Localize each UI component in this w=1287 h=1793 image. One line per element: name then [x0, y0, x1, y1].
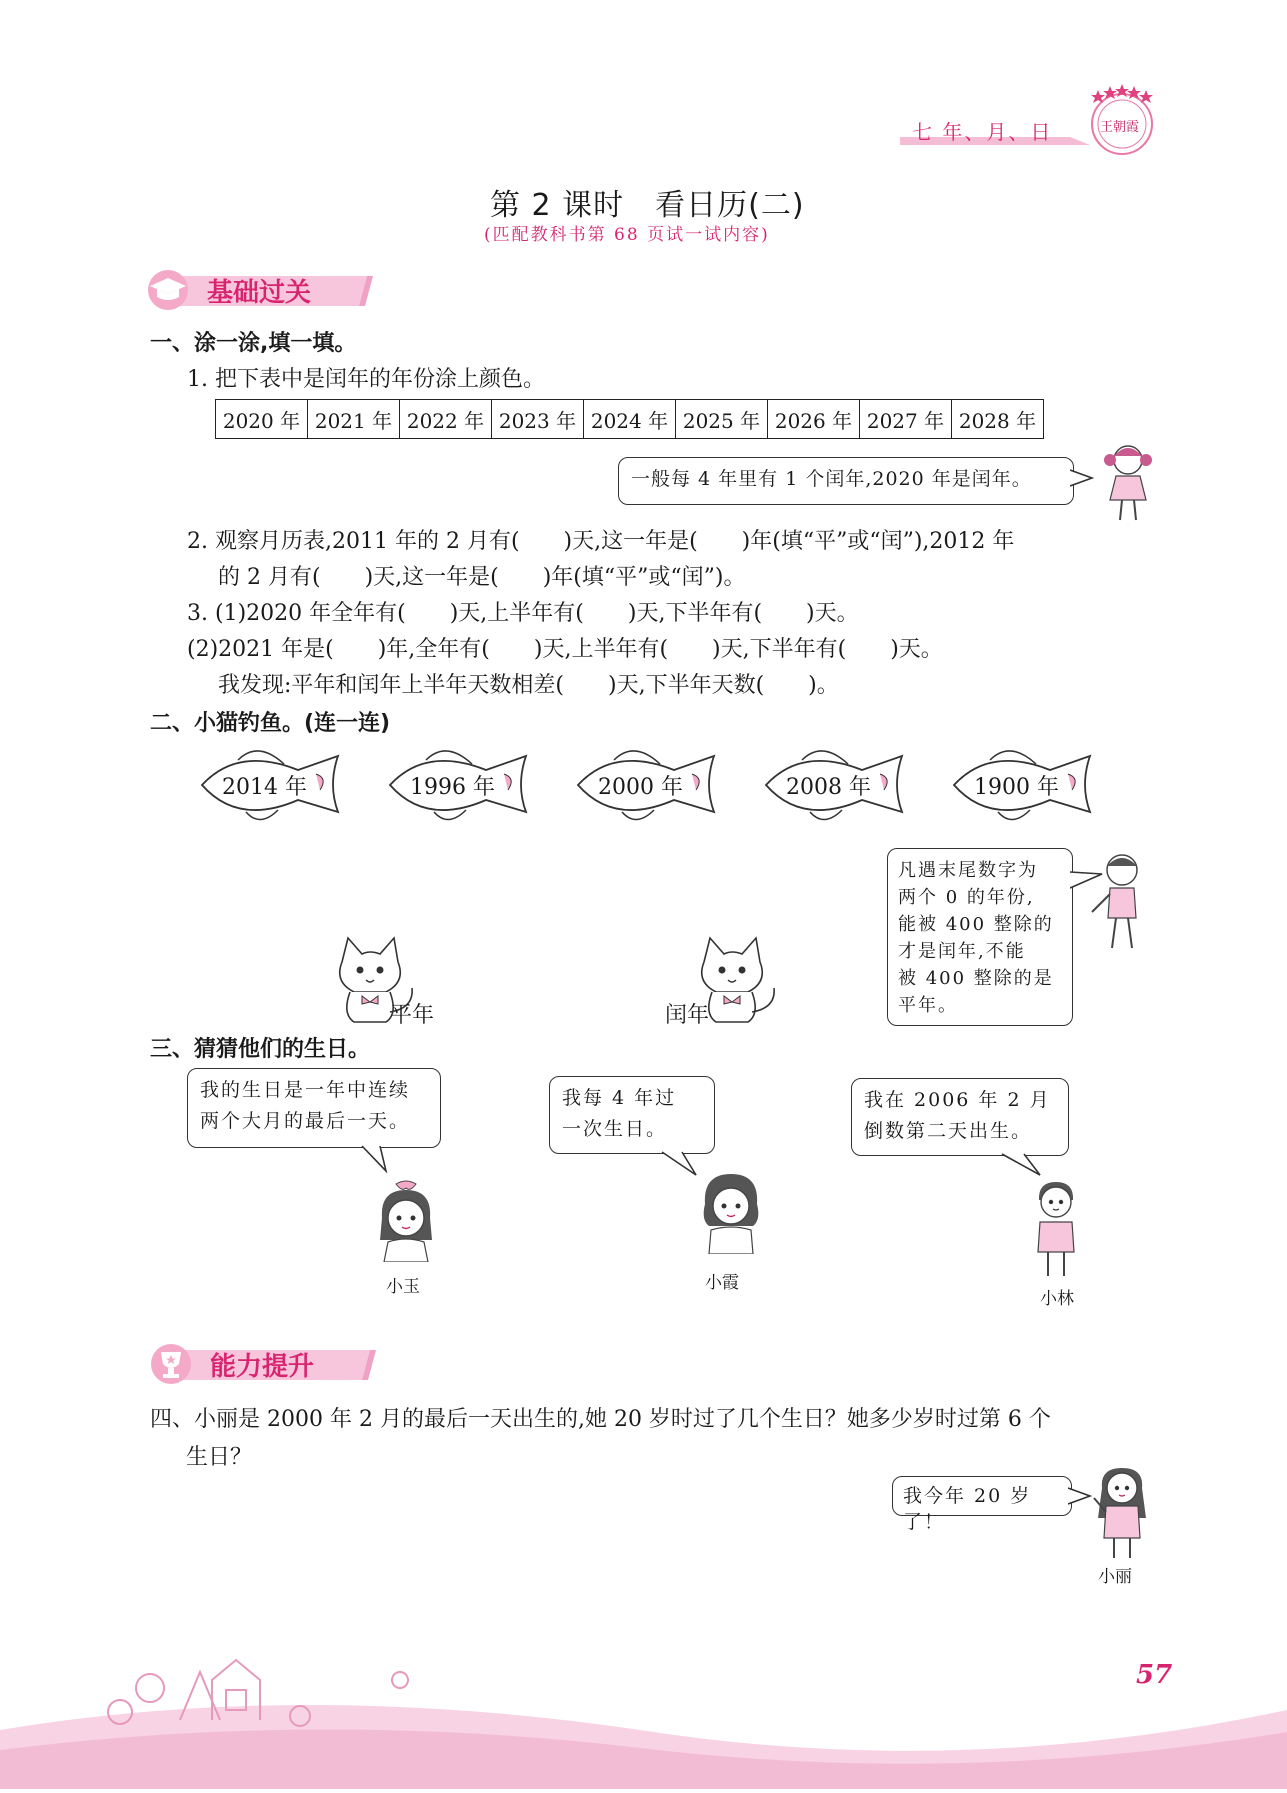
tip-line: 才是闰年,不能: [898, 941, 1026, 962]
boy-waving-figure: [1088, 848, 1152, 958]
tip-line: 两个 0 的年份,: [898, 887, 1035, 908]
age-bubble: [892, 1476, 1072, 1533]
character-name: 小霞: [705, 1273, 739, 1293]
q2-heading: 二、小猫钓鱼。(连一连): [150, 711, 391, 736]
cat-label-leap-year: 闰年: [665, 1003, 710, 1028]
lesson-title: 第 2 课时 看日历(二): [490, 188, 805, 223]
tip-line: 能被 400 整除的: [898, 914, 1054, 935]
leap-year-tip-bubble: [618, 457, 1074, 505]
bubble-tail: [1000, 1153, 1044, 1177]
birthday-clue-bubble: [187, 1068, 441, 1148]
section-banner-advanced: [148, 1342, 378, 1386]
section-title-basic: 基础过关: [207, 278, 312, 308]
year-table: [215, 399, 1044, 439]
clue-line: 两个大月的最后一天。: [200, 1110, 411, 1132]
q3-heading: 三、猜猜他们的生日。: [150, 1037, 371, 1062]
lesson-subtitle: (匹配教科书第 68 页试一试内容): [484, 225, 770, 245]
fish-year-label: 1900 年: [974, 775, 1059, 800]
bubble-tail: [360, 1145, 390, 1173]
fish-year-label: 2014 年: [222, 775, 307, 800]
clue-line: 我在 2006 年 2 月: [864, 1089, 1051, 1111]
fish-card[interactable]: [574, 740, 720, 830]
bubble-tail: [1070, 468, 1094, 488]
chapter-label: 七 年、月、日: [912, 120, 1053, 144]
section-title-advanced: 能力提升: [210, 1352, 315, 1382]
trophy-icon: [148, 1342, 194, 1386]
clue-line: 我每 4 年过: [562, 1087, 677, 1109]
fish-card[interactable]: [762, 740, 908, 830]
q1-item3-line1: 3. (1)2020 年全年有( )天,上半年有( )天,下半年有( )天。: [187, 601, 859, 626]
year-cell[interactable]: 2024 年: [584, 400, 676, 439]
fish-card[interactable]: [950, 740, 1096, 830]
clue-line: 一次生日。: [562, 1118, 668, 1140]
tip-line: 平年。: [898, 995, 958, 1016]
year-cell[interactable]: 2022 年: [400, 400, 492, 439]
year-cell[interactable]: 2021 年: [308, 400, 400, 439]
girl-curly-figure: [695, 1168, 767, 1254]
girl-pigtails-figure: [1098, 440, 1158, 524]
fish-card[interactable]: [386, 740, 532, 830]
q4-line1: 四、小丽是 2000 年 2 月的最后一天出生的,她 20 岁时过了几个生日？她多少岁时过第 6 个: [150, 1407, 1051, 1432]
footer-wave: [0, 1620, 1287, 1789]
q1-item1: 1. 把下表中是闰年的年份涂上颜色。: [187, 367, 545, 392]
fish-card[interactable]: [198, 740, 344, 830]
bubble-tail: [660, 1151, 700, 1177]
character-name: 小丽: [1098, 1567, 1132, 1587]
logo-text: 王朝霞: [1100, 120, 1140, 135]
boy-figure: [1026, 1178, 1086, 1278]
q1-item3-line2: (2)2021 年是( )年,全年有( )天,上半年有( )天,下半年有( )天。: [187, 637, 943, 662]
fish-year-label: 2008 年: [786, 775, 871, 800]
year-cell[interactable]: 2027 年: [860, 400, 952, 439]
q1-item2-line2: 的 2 月有( )天,这一年是( )年(填“平”或“闰”)。: [218, 565, 746, 590]
clue-line: 我的生日是一年中连续: [200, 1079, 411, 1101]
year-cell[interactable]: 2025 年: [676, 400, 768, 439]
q1-heading: 一、涂一涂,填一填。: [150, 331, 357, 356]
fish-year-label: 2000 年: [598, 775, 683, 800]
year-cell[interactable]: 2023 年: [492, 400, 584, 439]
year-cell[interactable]: 2026 年: [768, 400, 860, 439]
brand-logo: [1082, 80, 1162, 160]
clue-line: 倒数第二天出生。: [864, 1120, 1033, 1142]
leap-year-tip-text: 一般每 4 年里有 1 个闰年,2020 年是闰年。: [631, 468, 1032, 490]
tip-line: 凡遇末尾数字为: [898, 860, 1038, 881]
tip-line: 被 400 整除的是: [898, 968, 1054, 989]
century-rule-tip-bubble: [887, 848, 1073, 1026]
bubble-tail: [1068, 1486, 1092, 1506]
birthday-clue-bubble: [549, 1076, 715, 1154]
character-name: 小林: [1040, 1289, 1074, 1309]
fish-year-label: 1996 年: [410, 775, 495, 800]
section-banner-basic: [145, 268, 375, 312]
birthday-clue-bubble: [851, 1078, 1069, 1156]
page-number: 57: [1136, 1660, 1173, 1690]
cat-label-common-year: 平年: [390, 1003, 435, 1028]
girl-long-hair-figure: [1090, 1464, 1154, 1560]
q1-item3-line3: 我发现:平年和闰年上半年天数相差( )天,下半年天数( )。: [218, 673, 839, 698]
q4-line2: 生日？: [186, 1445, 253, 1470]
age-bubble-text: 我今年 20 岁了！: [903, 1485, 1032, 1533]
character-name: 小玉: [386, 1277, 420, 1297]
year-cell[interactable]: 2020 年: [216, 400, 308, 439]
year-cell[interactable]: 2028 年: [952, 400, 1044, 439]
graduation-cap-icon: [145, 268, 191, 312]
q1-item2-line1: 2. 观察月历表,2011 年的 2 月有( )天,这一年是( )年(填“平”或“闰”),2012 年: [187, 529, 1015, 554]
girl-bow-figure: [370, 1178, 442, 1262]
